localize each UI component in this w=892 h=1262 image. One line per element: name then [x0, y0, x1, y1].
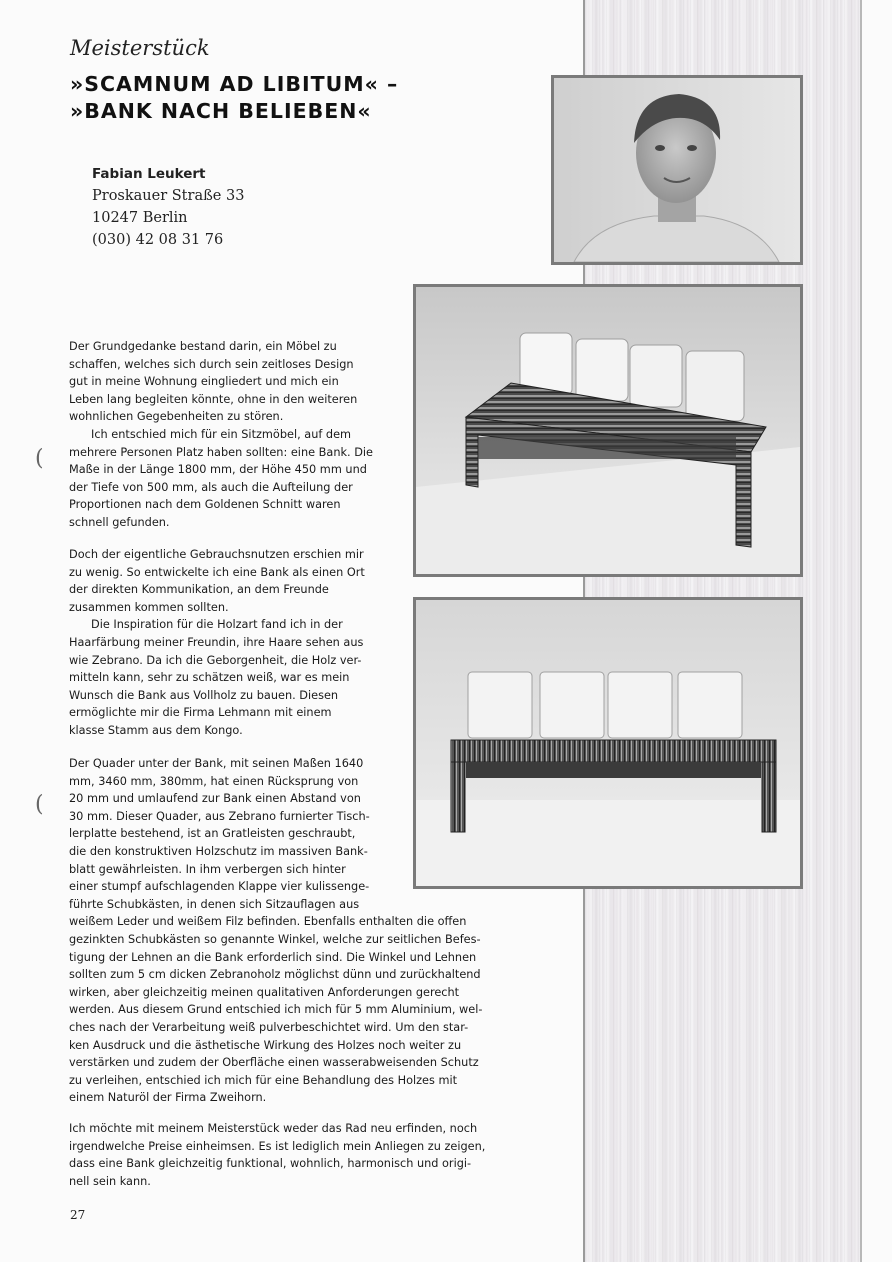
contact-name: Fabian Leukert — [92, 166, 206, 182]
text-line: gut in meine Wohnung eingliedert und mich ein — [69, 375, 339, 389]
page-number: 27 — [70, 1208, 86, 1222]
paragraph-4 — [69, 1120, 485, 1190]
text-line: gezinkten Schubkästen so genannte Winkel, welche zur seitlichen Befes- — [69, 932, 481, 946]
text-line: ken Ausdruck und die ästhetische Wirkung des Holzes noch weiter zu — [69, 1038, 462, 1052]
text-line: Maße in der Länge 1800 mm, der Höhe 450 mm und — [69, 463, 367, 477]
text-line: Haarfärbung meiner Freundin, ihre Haare sehen aus — [69, 635, 364, 649]
text-line: Leben lang begleiten könnte, ohne in den weiteren — [69, 392, 358, 406]
text-line: lerplatte bestehend, ist an Gratleisten geschraubt, — [69, 827, 356, 841]
text-line: ermöglichte mir die Firma Lehmann mit einem — [69, 706, 332, 720]
text-line: Doch der eigentliche Gebrauchsnutzen erschien mir — [69, 548, 364, 561]
text-line: wirken, aber gleichzeitig meinen qualitativen Anforderungen gerecht — [69, 985, 460, 999]
text-line: tigung der Lehnen an die Bank erforderlich sind. Die Winkel und Lehnen — [69, 950, 477, 964]
text-line: blatt gewährleisten. In ihm verbergen sich hinter — [69, 862, 346, 876]
binding-hole-mark: ( — [35, 792, 44, 817]
paragraph-3 — [69, 755, 482, 1107]
text-line: zu verleihen, entschied ich mich für eine Behandlung des Holzes mit — [69, 1073, 458, 1087]
text-line: 20 mm und umlaufend zur Bank einen Abstand von — [69, 792, 361, 806]
text-line: der Tiefe von 500 mm, als auch die Aufteilung der — [69, 480, 353, 494]
text-line: einem Naturöl der Firma Zweihorn. — [69, 1091, 267, 1105]
text-line: sollten zum 5 cm dicken Zebranoholz möglichst dünn und zurückhaltend — [69, 968, 481, 982]
text-line: schnell gefunden. — [69, 515, 170, 529]
text-line: irgendwelche Preise einheimsen. Es ist lediglich mein Anliegen zu zeigen, — [69, 1139, 486, 1153]
text-line: 30 mm. Dieser Quader, aus Zebrano furnierter Tisch- — [69, 809, 370, 823]
text-line: nell sein kann. — [69, 1174, 151, 1188]
portrait-photo — [551, 75, 803, 265]
contact-block — [92, 163, 244, 251]
bench-angled-photo — [413, 284, 803, 577]
text-line: Proportionen nach dem Goldenen Schnitt waren — [69, 498, 341, 512]
text-line: Der Grundgedanke bestand darin, ein Möbel zu — [69, 340, 337, 353]
title-line-1: »SCAMNUM AD LIBITUM« – — [70, 72, 399, 96]
text-line: schaffen, welches sich durch sein zeitloses Design — [69, 357, 354, 371]
paragraph-2 — [69, 546, 365, 740]
text-line: wohnlichen Gegebenheiten zu stören. — [69, 410, 284, 424]
text-line: einer stumpf aufschlagenden Klappe vier kulissenge- — [69, 880, 370, 894]
contact-phone: (030) 42 08 31 76 — [92, 232, 224, 248]
text-line: zusammen kommen sollten. — [69, 600, 229, 614]
text-line: verstärken und zudem der Oberfläche einen wasserabweisenden Schutz — [69, 1056, 479, 1070]
contact-city: 10247 Berlin — [92, 210, 188, 226]
text-line: werden. Aus diesem Grund entschied ich mich für 5 mm Aluminium, wel- — [69, 1003, 483, 1017]
text-line: zu wenig. So entwickelte ich eine Bank als einen Ort — [69, 565, 365, 579]
text-line: führte Schubkästen, in denen sich Sitzauflagen aus — [69, 897, 360, 911]
text-line: klasse Stamm aus dem Kongo. — [69, 723, 243, 737]
kicker: Meisterstück — [70, 36, 210, 60]
title-line-2: »BANK NACH BELIEBEN« — [70, 99, 372, 123]
text-line: ches nach der Verarbeitung weiß pulverbeschichtet wird. Um den star- — [69, 1020, 469, 1034]
text-line: Ich entschied mich für ein Sitzmöbel, auf dem — [91, 427, 352, 441]
text-line: mitteln kann, sehr zu schätzen weiß, war es mein — [69, 671, 350, 685]
text-line: wie Zebrano. Da ich die Geborgenheit, die Holz ver- — [69, 653, 362, 667]
binding-hole-mark: ( — [35, 446, 44, 471]
contact-street: Proskauer Straße 33 — [92, 188, 245, 204]
text-line: Der Quader unter der Bank, mit seinen Maßen 1640 — [69, 757, 364, 770]
paragraph-1 — [69, 338, 373, 532]
text-line: der direkten Kommunikation, an dem Freunde — [69, 583, 329, 597]
text-line: dass eine Bank gleichzeitig funktional, wohnlich, harmonisch und origi- — [69, 1157, 472, 1171]
text-line: mehrere Personen Platz haben sollten: eine Bank. Die — [69, 445, 373, 459]
text-line: die den konstruktiven Holzschutz im massiven Bank- — [69, 844, 368, 858]
text-line: Ich möchte mit meinem Meisterstück weder das Rad neu erfinden, noch — [69, 1122, 478, 1135]
text-line: Wunsch die Bank aus Vollholz zu bauen. Diesen — [69, 688, 339, 702]
text-line: weißem Leder und weißem Filz befinden. Ebenfalls enthalten die offen — [69, 915, 467, 929]
text-line: Die Inspiration für die Holzart fand ich in der — [91, 618, 343, 632]
text-line: mm, 3460 mm, 380mm, hat einen Rücksprung von — [69, 774, 359, 788]
